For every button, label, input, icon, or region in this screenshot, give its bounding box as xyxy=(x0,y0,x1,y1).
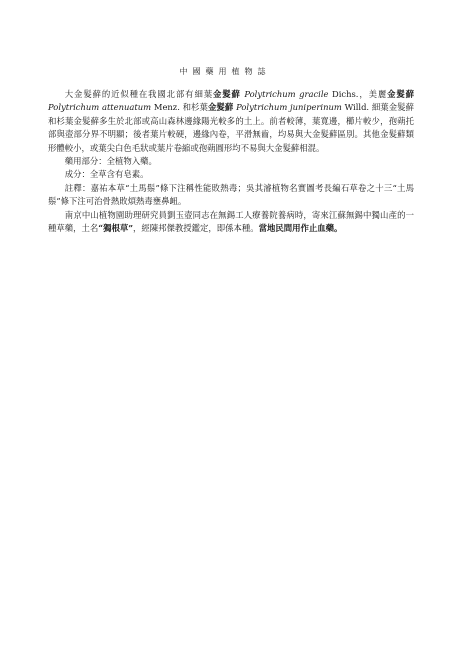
body-text xyxy=(48,88,414,235)
local-name: “獨根草” xyxy=(98,223,134,234)
paragraph-medicinal-part: 藥用部分：全植物入藥。 xyxy=(64,156,157,167)
text-segment: 大金髮蘚的近似種在我國北部有細葉 xyxy=(64,89,213,99)
text-segment: Dichs.，美麗 xyxy=(328,89,388,99)
text-segment: Willd. 細葉金髮蘚和杉葉金髮蘚多生於北部或高山森林邊緣陽光較多的土上。前者較薄，葉寬邊，櫛片較少，孢蒴托部與壺部分界不明顯；後者葉片較硬，邊緣內卷，平滑無齒，均易與大金髮蘚區別。其他金髮蘚類形體較小，或葉尖白色毛狀或葉片卷縮或孢蒴圓形均不易與大金髮蘚相混。 xyxy=(48,102,415,153)
text-segment: Menz. 和杉葉 xyxy=(151,102,208,113)
paragraph-notes: 註釋：嘉祐本草“土馬鬃”條下注稱性能敗熱毒；吳其濬植物名實圖考長編石草卷之十三“土馬鬃”條下注可治骨熱敗煩熱毒壅鼻衄。 xyxy=(48,182,414,207)
paragraph-constituents: 成分：全草含有皂素。 xyxy=(64,169,149,180)
latin-name: Polytrichum attenuatum xyxy=(48,102,152,113)
running-header: 中國藥用植物誌 xyxy=(179,67,271,76)
species-name: 金髮蘚 xyxy=(207,102,234,113)
folk-use: 當地民間用作止血藥。 xyxy=(258,223,343,234)
latin-name: Polytrichum juniperinum xyxy=(236,102,342,113)
text-segment: 南京中山植物園助理研究員劉玉壺同志在無錫工人療養院養病時，寄來江蘇無錫中獨山產的一種草藥，土名 xyxy=(48,209,414,234)
species-name: 金髮蘚 xyxy=(212,89,241,99)
latin-name: Polytrichum gracile xyxy=(244,89,329,99)
species-name: 金髮蘚 xyxy=(387,89,415,99)
paragraph-near-species xyxy=(48,88,414,155)
text-segment: ，經陳邦傑教授鑑定，即係本種。 xyxy=(133,223,259,234)
paragraph-specimen-source xyxy=(48,209,414,236)
